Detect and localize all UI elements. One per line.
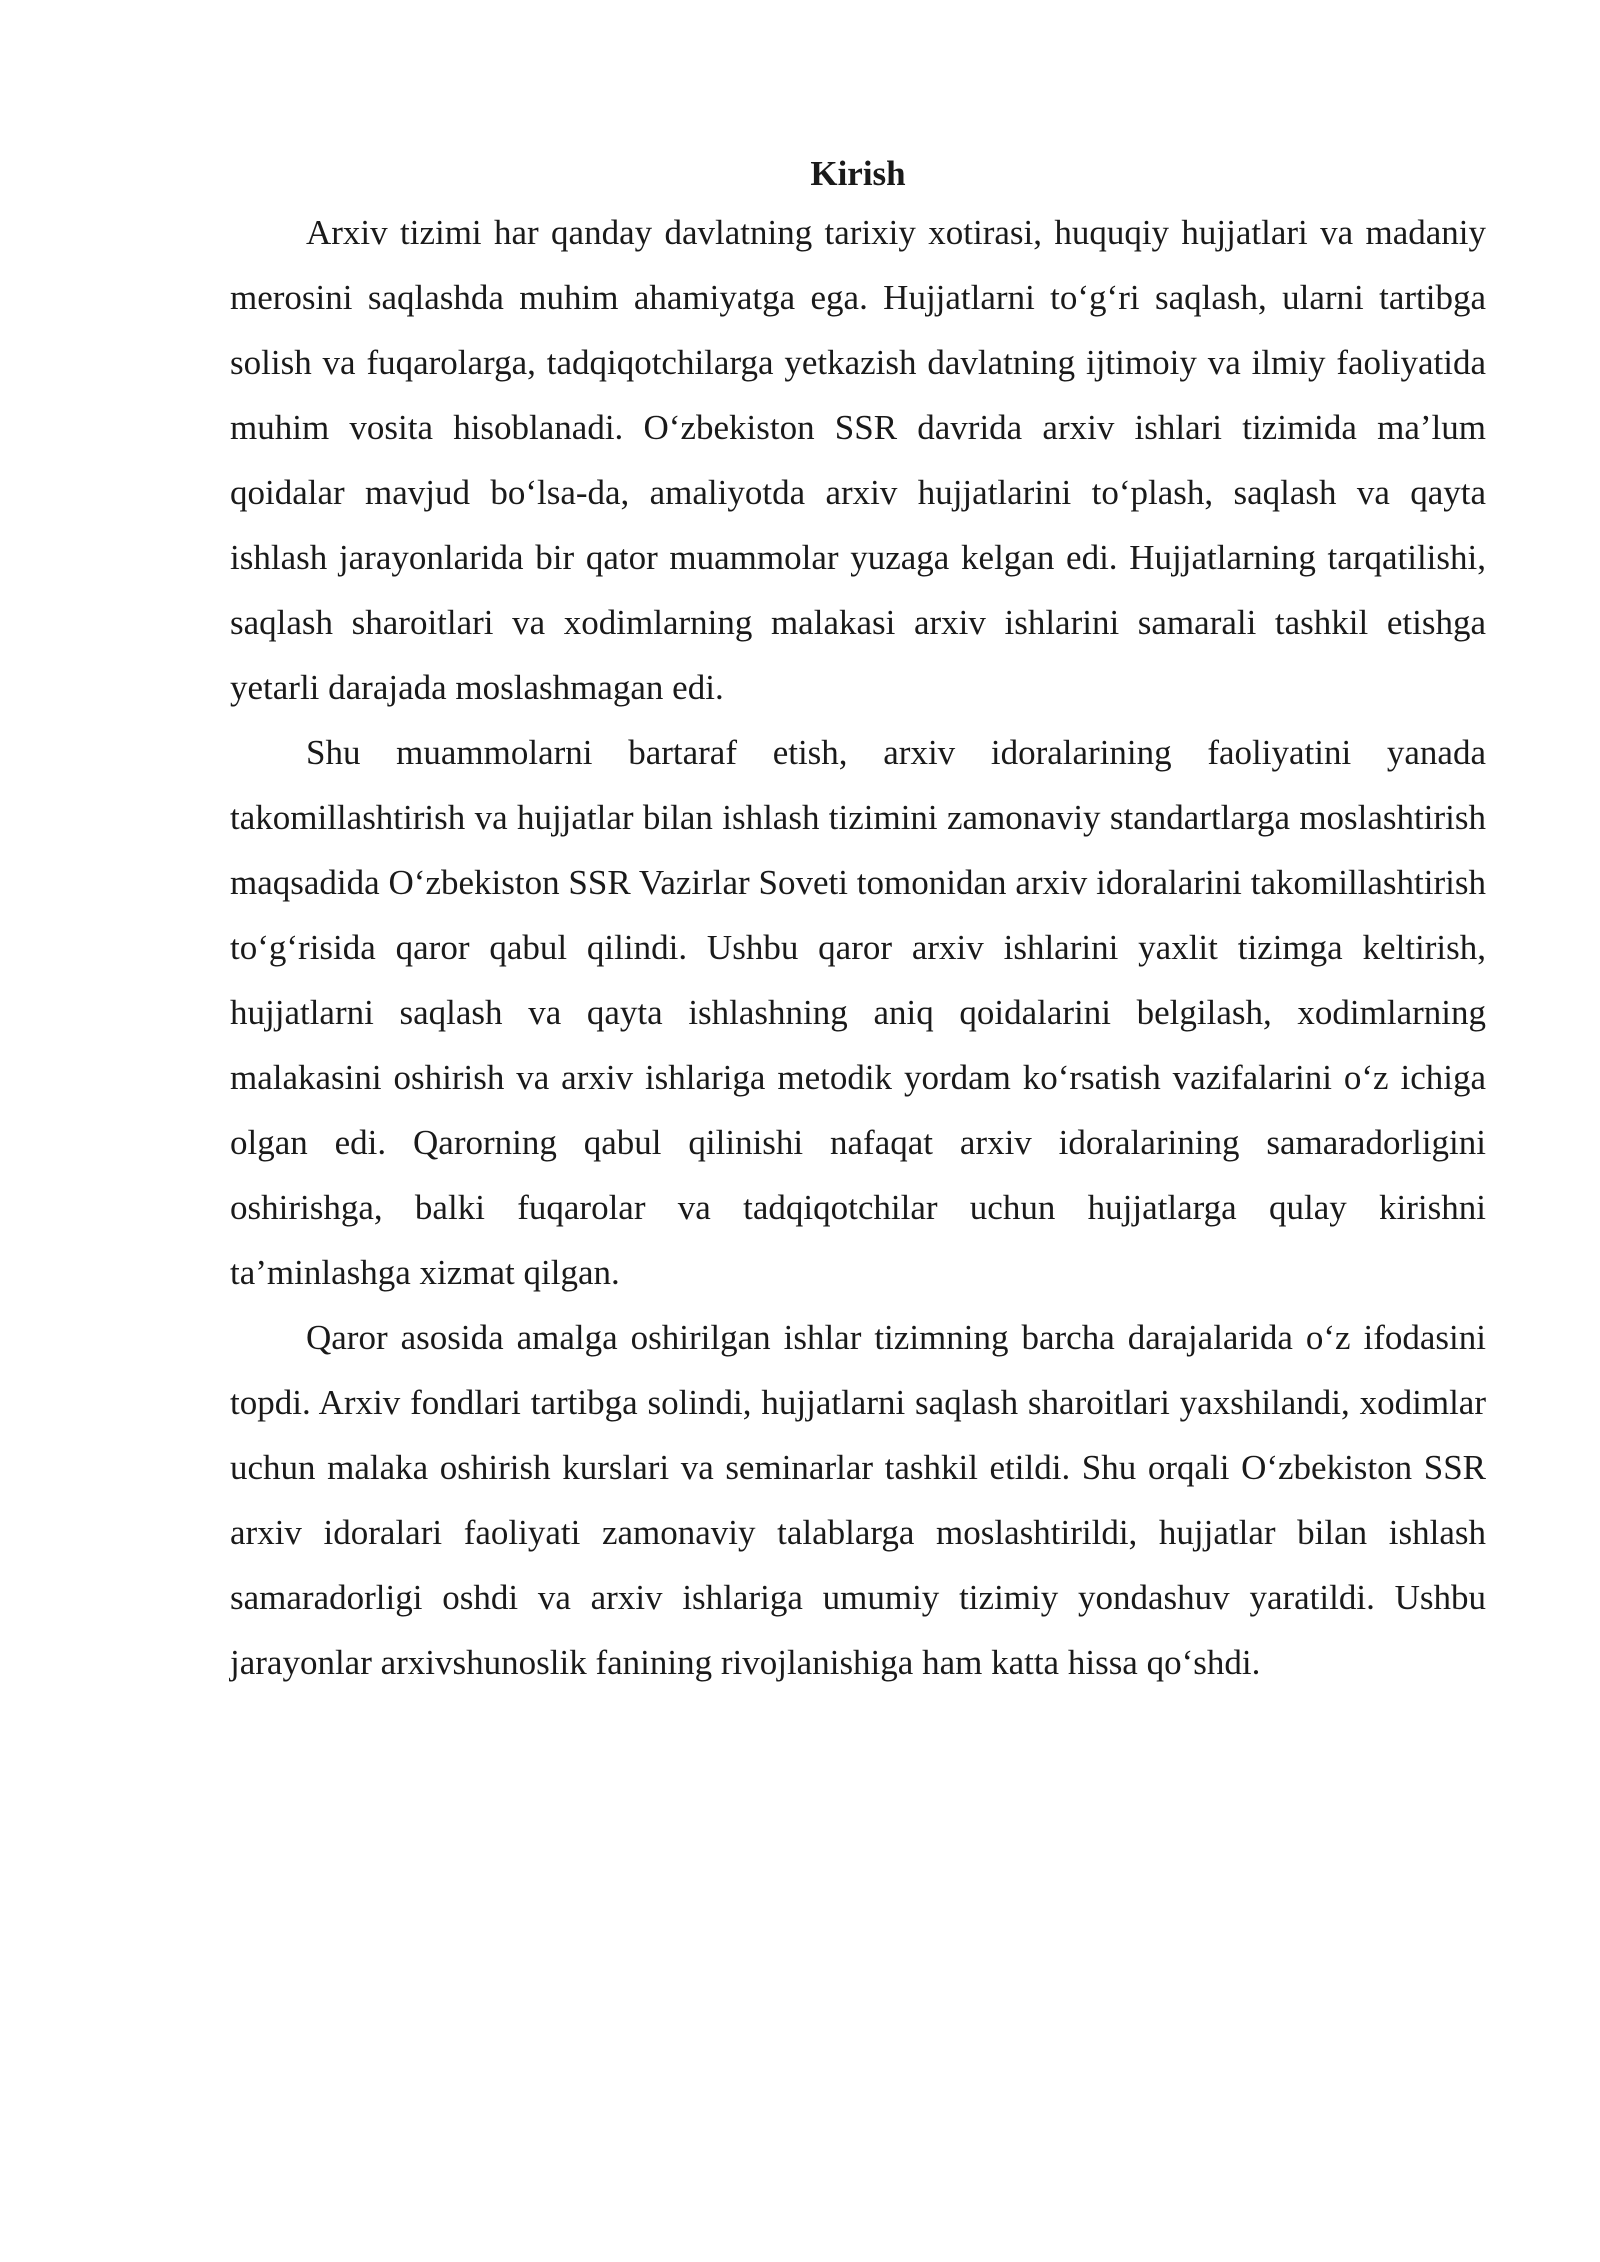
- paragraph-2: Shu muammolarni bartaraf etish, arxiv idoralarining faoliyatini yanada takomillashtirish va hujjatlar bilan ishlash tizimini zamonaviy standartlarga moslashtirish maqsadida O‘zbekiston SSR Vazirlar Soveti tomonidan arxiv idoralarini takomillashtirish to‘g‘risida qaror qabul qilindi. Ushbu qaror arxiv ishlarini yaxlit tizimga keltirish, hujjatlarni saqlash va qayta ishlashning aniq qoidalarini belgilash, xodimlarning malakasini oshirish va arxiv ishlariga metodik yordam ko‘rsatish vazifalarini o‘z ichiga olgan edi. Qarorning qabul qilinishi nafaqat arxiv idoralarining samaradorligini oshirishga, balki fuqarolar va tadqiqotchilar uchun hujjatlarga qulay kirishni ta’minlashga xizmat qilgan.: [230, 733, 1486, 1292]
- paragraph-1: Arxiv tizimi har qanday davlatning tarixiy xotirasi, huquqiy hujjatlari va madaniy merosini saqlashda muhim ahamiyatga ega. Hujjatlarni to‘g‘ri saqlash, ularni tartibga solish va fuqarolarga, tadqiqotchilarga yetkazish davlatning ijtimoiy va ilmiy faoliyatida muhim vosita hisoblanadi. O‘zbekiston SSR davrida arxiv ishlari tizimida ma’lum qoidalar mavjud bo‘lsa-da, amaliyotda arxiv hujjatlarini to‘plash, saqlash va qayta ishlash jarayonlarida bir qator muammolar yuzaga kelgan edi. Hujjatlarning tarqatilishi, saqlash sharoitlari va xodimlarning malakasi arxiv ishlarini samarali tashkil etishga yetarli darajada moslashmagan edi.: [230, 213, 1486, 707]
- paragraph-3: Qaror asosida amalga oshirilgan ishlar tizimning barcha darajalarida o‘z ifodasini topdi. Arxiv fondlari tartibga solindi, hujjatlarni saqlash sharoitlari yaxshilandi, xodimlar uchun malaka oshirish kurslari va seminarlar tashkil etildi. Shu orqali O‘zbekiston SSR arxiv idoralari faoliyati zamonaviy talablarga moslashtirildi, hujjatlar bilan ishlash samaradorligi oshdi va arxiv ishlariga umumiy tizimiy yondashuv yaratildi. Ushbu jarayonlar arxivshunoslik fanining rivojlanishiga ham katta hissa qo‘shdi.: [230, 1318, 1486, 1682]
- page-title: Kirish: [810, 154, 906, 193]
- document-body: [230, 148, 1486, 1695]
